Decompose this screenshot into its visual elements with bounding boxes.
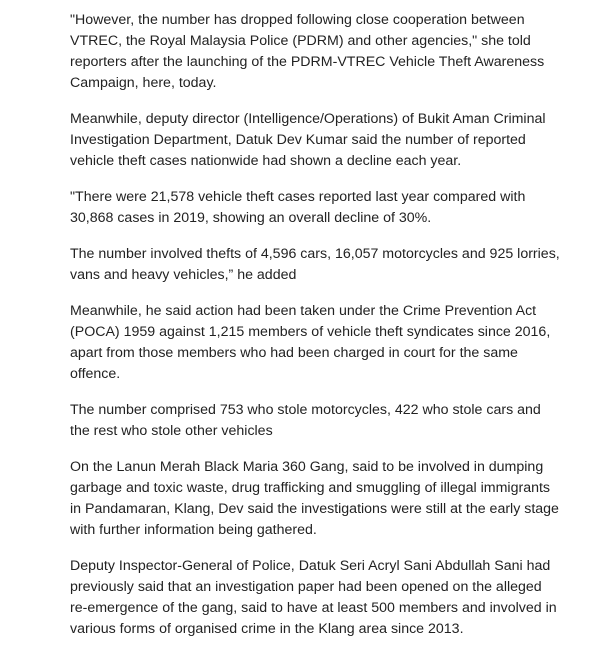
text-line: (POCA) 1959 against 1,215 members of vehicle theft syndicates since 2016, [70, 324, 551, 340]
text-line: garbage and toxic waste, drug trafficking and smuggling of illegal immigrants [70, 480, 551, 496]
paragraph-quote-cooperation [70, 10, 600, 94]
paragraph-deputy-director [70, 109, 600, 172]
text-line: vehicle theft cases nationwide had shown a decline each year. [70, 153, 462, 169]
text-line: the rest who stole other vehicles [70, 423, 273, 439]
text-line: Meanwhile, he said action had been taken under the Crime Prevention Act [70, 303, 537, 319]
text-line: On the Lanun Merah Black Maria 360 Gang, said to be involved in dumping [70, 459, 544, 475]
text-line: "However, the number has dropped following close cooperation between [70, 12, 525, 28]
paragraph-lanun-merah-gang [70, 457, 600, 541]
text-line: offence. [70, 366, 121, 382]
text-line: Deputy Inspector-General of Police, Datuk Seri Acryl Sani Abdullah Sani had [70, 558, 551, 574]
text-line: apart from those members who had been charged in court for the same [70, 345, 518, 361]
text-line: The number involved thefts of 4,596 cars, 16,057 motorcycles and 925 lorries, [70, 246, 560, 262]
text-line: re-emergence of the gang, said to have at least 500 members and involved in [70, 600, 557, 616]
text-line: Meanwhile, deputy director (Intelligence/Operations) of Bukit Aman Criminal [70, 111, 546, 127]
text-line: VTREC, the Royal Malaysia Police (PDRM) and other agencies," she told [70, 33, 531, 49]
text-line: 30,868 cases in 2019, showing an overall decline of 30%. [70, 210, 432, 226]
text-line: Investigation Department, Datuk Dev Kumar said the number of reported [70, 132, 526, 148]
paragraph-syndicate-composition [70, 400, 600, 442]
text-line: various forms of organised crime in the Klang area since 2013. [70, 621, 464, 637]
text-line: with further information being gathered. [70, 522, 317, 538]
text-line: vans and heavy vehicles,” he added [70, 267, 297, 283]
text-line: reporters after the launching of the PDRM-VTREC Vehicle Theft Awareness [70, 54, 545, 70]
text-line: The number comprised 753 who stole motorcycles, 422 who stole cars and [70, 402, 541, 418]
text-line: previously said that an investigation paper had been opened on the alleged [70, 579, 542, 595]
paragraph-poca-action [70, 301, 600, 385]
article-body [70, 10, 600, 655]
paragraph-theft-breakdown [70, 244, 600, 286]
paragraph-theft-statistics [70, 187, 600, 229]
text-line: in Pandamaran, Klang, Dev said the investigations were still at the early stage [70, 501, 559, 517]
paragraph-deputy-igp [70, 556, 600, 640]
text-line: "There were 21,578 vehicle theft cases reported last year compared with [70, 189, 526, 205]
text-line: Campaign, here, today. [70, 75, 217, 91]
